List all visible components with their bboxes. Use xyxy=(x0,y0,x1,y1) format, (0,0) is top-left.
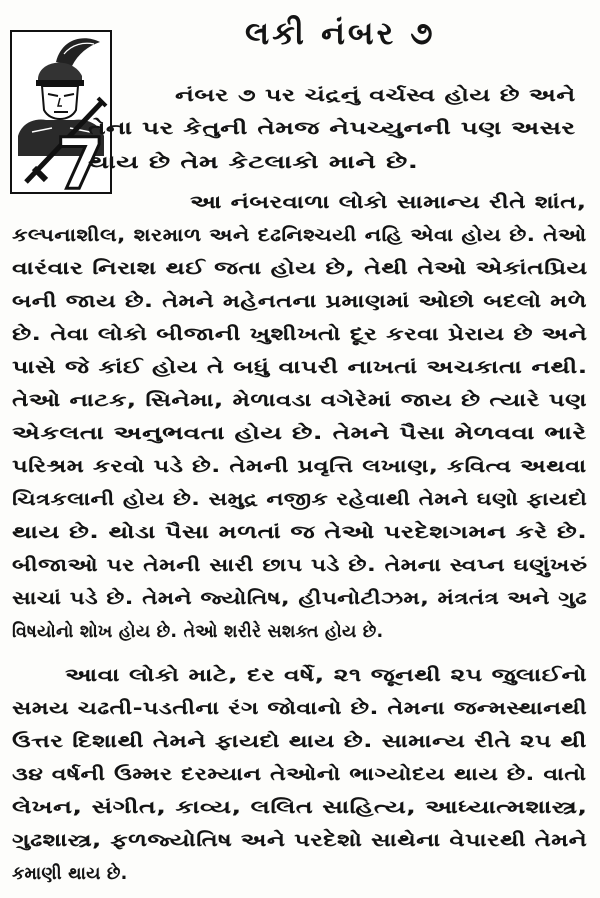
paragraph2-line: વારંવાર નિરાશ થઈ જતા હોય છે, તેથી તેઓ એકાંતપ્રિય xyxy=(12,259,588,279)
paragraph3-line: આવા લોકો માટે, દર વર્ષે, ૨૧ જૂનથી ૨૫ જુલાઈનો xyxy=(65,666,587,686)
paragraph3-line: ૩૪ વર્ષની ઉમ્મર દરમ્યાન તેઓનો ભાગ્યોદય થાય છે. વાતો xyxy=(12,765,587,785)
paragraph2-line: બીજાઓ પર તેમની સારી છાપ પડે છે. તેમના સ્વપ્ન ઘણુંખરું xyxy=(12,556,588,576)
paragraph2-line: ચિત્રકલાની હોય છે. સમુદ્ર નજીક રહેવાથી તેમને ઘણો ફાયદો xyxy=(12,490,588,510)
page-title: લકી નંબર ૭ xyxy=(245,14,436,52)
paragraph2-line: બની જાય છે. તેમને મહેનતના પ્રમાણમાં ઓછો બદલો મળે xyxy=(12,292,587,312)
paragraph3-line: ઉત્તર દિશાથી તેમને ફાયદો થાય છે. સામાન્ય રીતે ૨૫ થી xyxy=(12,732,587,752)
paragraph2-line: વિષયોનો શોખ હોય છે. તેઓ શરીરે સશક્ત હોય છે. xyxy=(12,622,384,642)
paragraph2-line: કલ્પનાશીલ, શરમાળ અને દઢનિશ્ચયી નહિ એવા હોય છે. તેઓ xyxy=(12,226,587,246)
paragraph2-line: એકલતા અનુભવતા હોય છે. તેમને પૈસા મેળવવા ભારે xyxy=(12,424,587,444)
paragraph2-line: તેઓ નાટક, સિનેમા, મેળાવડા વગેરેમાં જાય છે ત્યારે પણ xyxy=(12,391,587,411)
illustration-number: 7 xyxy=(56,123,105,192)
paragraph3-line: ગુઢશાસ્ત્ર, ફળજ્યોતિષ અને પરદેશો સાથેના વેપારથી તેમને xyxy=(12,831,588,851)
paragraph1-line: થાય છે તેમ કેટલાકો માને છે. xyxy=(88,153,419,173)
paragraph2-line: આ નંબરવાળા લોકો સામાન્ય રીતે શાંત, xyxy=(190,193,587,213)
paragraph3-line: લેખન, સંગીત, કાવ્ય, લલિત સાહિત્ય, આધ્યાત્મશાસ્ત્ર, xyxy=(12,798,588,818)
paragraph1-line: તેના પર કેતુની તેમજ નેપચ્યુનની પણ અસર xyxy=(88,119,576,139)
paragraph2-line: થાય છે. થોડા પૈસા મળતાં જ તેઓ પરદેશગમન કરે છે. xyxy=(12,523,588,543)
paragraph2-line: પરિશ્રમ કરવો પડે છે. તેમની પ્રવૃત્તિ લખાણ, કવિત્વ અથવા xyxy=(12,457,587,477)
paragraph1-line: નંબર ૭ પર ચંદ્રનું વર્ચસ્વ હોય છે અને xyxy=(175,86,576,106)
paragraph3-line: કમાણી થાય છે. xyxy=(12,864,128,884)
paragraph2-line: છે. તેવા લોકો બીજાની ખુશીખતો દૂર કરવા પ્રેરાય છે અને xyxy=(12,325,588,345)
paragraph2-line: સાચાં પડે છે. તેમને જ્યોતિષ, હીપનોટીઝમ, મંત્રતંત્ર અને ગુઢ xyxy=(12,589,588,609)
paragraph2-line: પાસે જે કાંઈ હોય તે બધું વાપરી નાખતાં અચકાતા નથી. xyxy=(12,358,588,378)
paragraph3-line: સમય ચઢતી-પડતીના રંગ જોવાનો છે. તેમના જન્મસ્થાનથી xyxy=(12,699,588,719)
